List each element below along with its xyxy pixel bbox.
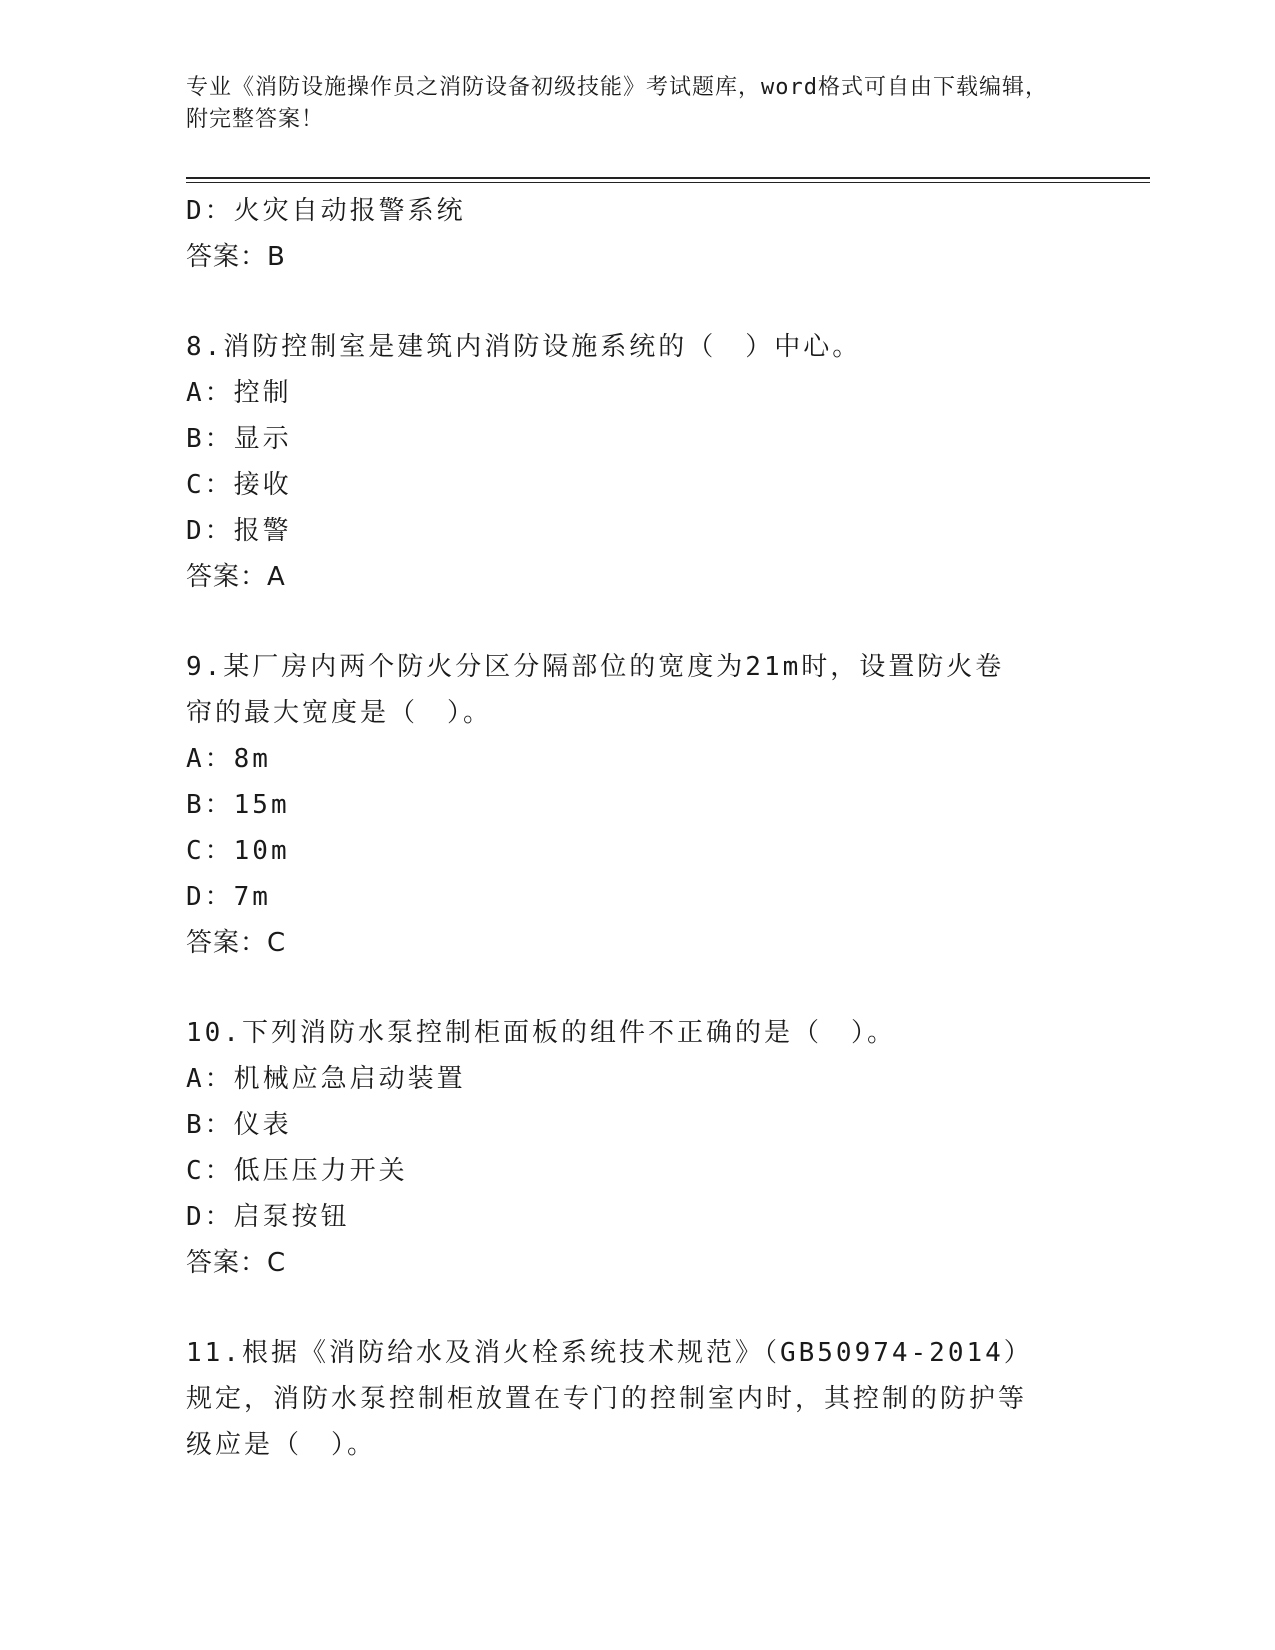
question-11 bbox=[186, 1330, 1086, 1468]
question-8 bbox=[186, 324, 1086, 600]
spacer bbox=[186, 966, 1086, 1010]
question-stem: 9.某厂房内两个防火分区分隔部位的宽度为21m时，设置防火卷帘的最大宽度是（ ）。 bbox=[186, 652, 1005, 728]
option-b: B：15m bbox=[186, 790, 290, 820]
question-9 bbox=[186, 644, 1086, 966]
spacer bbox=[186, 1286, 1086, 1330]
option-b: B：仪表 bbox=[186, 1110, 292, 1140]
question-stem: 8.消防控制室是建筑内消防设施系统的（ ）中心。 bbox=[186, 332, 862, 362]
header-divider-thick bbox=[186, 177, 1150, 179]
header-divider-thin bbox=[186, 182, 1150, 183]
option-a: A：机械应急启动装置 bbox=[186, 1064, 466, 1094]
question-stem: 10.下列消防水泵控制柜面板的组件不正确的是（ ）。 bbox=[186, 1018, 896, 1048]
option-a: A：8m bbox=[186, 744, 271, 774]
question-stem: 11.根据《消防给水及消火栓系统技术规范》（GB50974-2014）规定，消防水泵控制柜放置在专门的控制室内时，其控制的防护等级应是（ ）。 bbox=[186, 1338, 1033, 1460]
answer: 答案：C bbox=[186, 1248, 287, 1278]
prev-option-d: D：火灾自动报警系统 bbox=[186, 196, 466, 226]
question-list bbox=[186, 188, 1086, 1468]
option-d: D：启泵按钮 bbox=[186, 1202, 350, 1232]
option-c: C：接收 bbox=[186, 470, 292, 500]
page-header: 专业《消防设施操作员之消防设备初级技能》考试题库，word格式可自由下载编辑，附完整答案！ bbox=[186, 75, 1048, 132]
option-a: A：控制 bbox=[186, 378, 292, 408]
answer: 答案：C bbox=[186, 928, 287, 958]
option-c: C：10m bbox=[186, 836, 290, 866]
prev-answer: 答案：B bbox=[186, 242, 286, 272]
answer: 答案：A bbox=[186, 562, 286, 592]
question-10 bbox=[186, 1010, 1086, 1286]
option-b: B：显示 bbox=[186, 424, 292, 454]
option-d: D：7m bbox=[186, 882, 271, 912]
option-c: C：低压压力开关 bbox=[186, 1156, 408, 1186]
spacer bbox=[186, 280, 1086, 324]
spacer bbox=[186, 600, 1086, 644]
option-d: D：报警 bbox=[186, 516, 292, 546]
